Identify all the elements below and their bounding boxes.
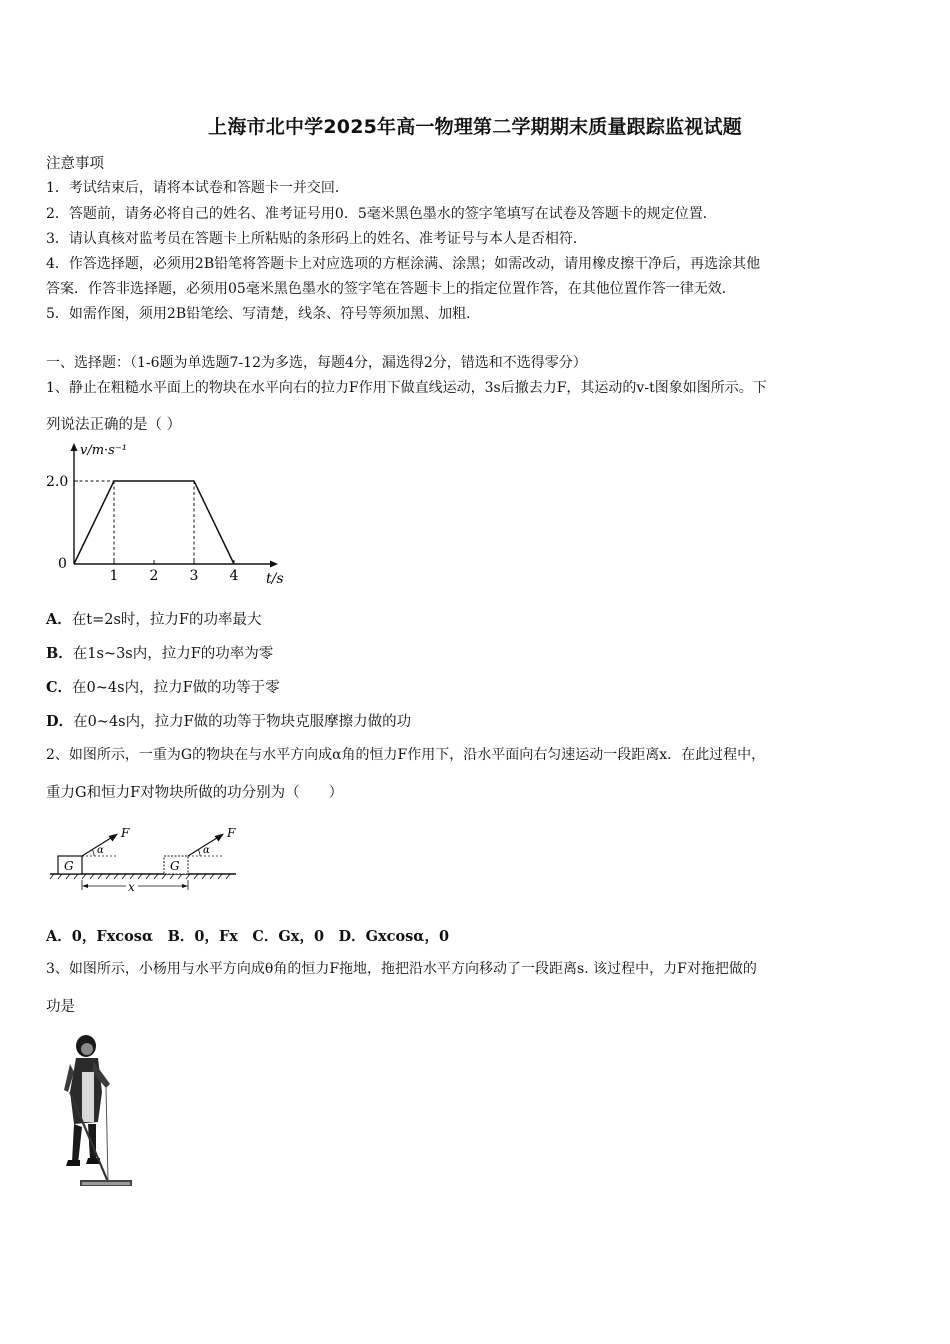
- velocity-series-line: [74, 481, 234, 564]
- force-label-end: F: [227, 826, 236, 840]
- angle-label-start: α: [97, 845, 104, 856]
- q1-option-d[interactable]: [46, 710, 411, 731]
- option-letter: C．: [46, 679, 73, 696]
- notice-item-2: 2．答题前，请务必将自己的姓名、准考证号用0．5毫米黑色墨水的签字笔填写在试卷及答题卡的规定位置．: [46, 206, 717, 222]
- section-heading: 一、选择题：（1-6题为单选题7-12为多选，每题4分，漏选得2分，错选和不选得零分）: [46, 355, 587, 371]
- angle-label-end: α: [203, 845, 210, 856]
- angle-arc-end: [198, 850, 200, 856]
- angle-arc-start: [92, 850, 94, 856]
- notice-item-5: 5．如需作图，须用2B铅笔绘、写清楚，线条、符号等须加黑、加粗．: [46, 306, 481, 322]
- q1-option-a[interactable]: [46, 608, 261, 629]
- q3-stem-line1: 3、如图所示，小杨用与水平方向成θ角的恒力F拖地，拖把沿水平方向移动了一段距离s. 该过程中，力F对拖把做的: [46, 961, 757, 977]
- force-arrowhead-start: [109, 834, 119, 842]
- q1-stem-line2: 列说法正确的是（ ）: [46, 417, 182, 433]
- y-axis-label: v/m·s⁻¹: [80, 443, 127, 458]
- x-tick-label-2: 2: [149, 568, 159, 584]
- notice-item-4-cont: 答案．作答非选择题，必须用05毫米黑色墨水的签字笔在答题卡上的指定位置作答，在其他位置作答一律无效．: [46, 281, 736, 297]
- option-letter: D．: [46, 713, 74, 730]
- block-end-label: G: [170, 859, 180, 873]
- option-text: 在t=2s时，拉力F的功率最大: [71, 612, 262, 628]
- option-text: 在0~4s内，拉力F做的功等于物块克服摩擦力做的功: [73, 714, 412, 730]
- distance-label: x: [128, 880, 135, 894]
- page-title: 上海市北中学2025年高一物理第二学期期末质量跟踪监视试题: [208, 116, 742, 138]
- q2-stem-line2: 重力G和恒力F对物块所做的功分别为（ ）: [46, 785, 344, 801]
- x-axis-arrow: [270, 561, 278, 568]
- ground: [50, 874, 236, 879]
- notice-item-1: 1．考试结束后，请将本试卷和答题卡一并交回．: [46, 180, 349, 196]
- notice-item-3: 3．请认真核对监考员在答题卡上所粘贴的条形码上的姓名、准考证号与本人是否相符．: [46, 231, 587, 247]
- notice-item-4: 4．作答选择题，必须用2B铅笔将答题卡上对应选项的方框涂满、涂黑；如需改动，请用橡皮擦干净后，再选涂其他: [46, 256, 761, 272]
- q1-option-c[interactable]: [46, 676, 280, 697]
- x-axis-label: t/s: [266, 571, 284, 587]
- mopping-person-illustration: [58, 1032, 148, 1197]
- option-letter: A．: [46, 611, 72, 628]
- q2-options[interactable]: A．0，Fxcosα B．0，Fx C．Gx，0 D．Gxcosα，0: [46, 928, 450, 945]
- q1-stem-line1: 1、静止在粗糙水平面上的物块在水平向右的拉力F作用下做直线运动，3s后撤去力F，其运动的v-t图象如图所示。下: [46, 380, 767, 396]
- chart-marks: [74, 481, 234, 564]
- q2-stem-line1: 2、如图所示，一重为G的物块在与水平方向成α角的恒力F作用下，沿水平面向右匀速运动一段距离x．在此过程中，: [46, 747, 766, 763]
- block-start-label: G: [64, 859, 74, 873]
- origin-label: 0: [58, 556, 67, 572]
- option-text: 在0~4s内，拉力F做的功等于零: [72, 680, 280, 696]
- option-letter: B．: [46, 645, 73, 662]
- x-tick-label-1: 1: [109, 568, 119, 584]
- x-tick-label-4: 4: [229, 568, 239, 584]
- y-tick-label: 2.0: [46, 474, 69, 490]
- q1-option-b[interactable]: [46, 642, 273, 663]
- force-label-start: F: [121, 826, 130, 840]
- option-text: 在1s~3s内，拉力F的功率为零: [72, 646, 274, 662]
- vt-chart: [40, 440, 300, 590]
- y-axis-arrow: [71, 443, 78, 451]
- distance-marker: [82, 880, 188, 891]
- q3-stem-line2: 功是: [46, 999, 75, 1015]
- x-tick-label-3: 3: [189, 568, 199, 584]
- force-arrowhead-end: [215, 834, 225, 842]
- force-diagram: [44, 822, 244, 900]
- notice-heading: 注意事项: [46, 156, 104, 172]
